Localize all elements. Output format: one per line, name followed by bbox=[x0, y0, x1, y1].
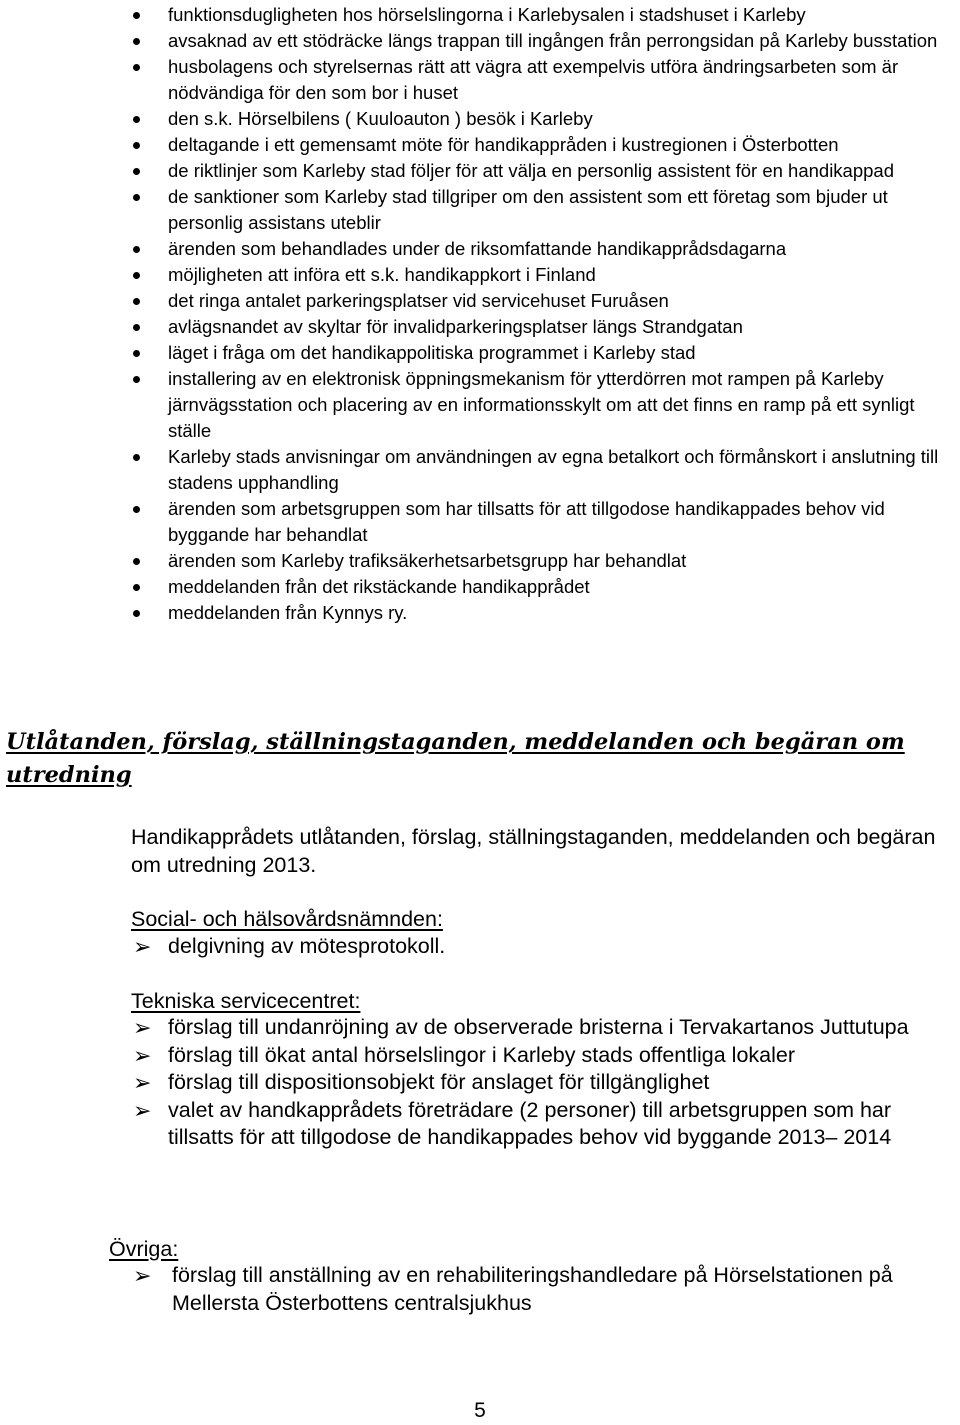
list-item: Karleby stads anvisningar om användningen av egna betalkort och förmånskort i anslutning till stadens upphandling bbox=[0, 444, 960, 496]
list-item: ➢ delgivning av mötesprotokoll. bbox=[133, 934, 446, 959]
list-item: deltagande i ett gemensamt möte för handikappråden i kustregionen i Österbotten bbox=[0, 132, 960, 158]
arrow-bullet-icon: ➢ bbox=[133, 1042, 152, 1068]
bullet-dot-icon bbox=[133, 272, 140, 279]
list-item: ärenden som arbetsgruppen som har tillsatts för att tillgodose handikappades behov vid byggande har behandlat bbox=[0, 496, 960, 548]
bullet-dot-icon bbox=[133, 12, 140, 19]
list-item: avsaknad av ett stödräcke längs trappan till ingången från perrongsidan på Karleby busstation bbox=[0, 28, 960, 54]
list-item: ärenden som Karleby trafiksäkerhetsarbetsgrupp har behandlat bbox=[0, 548, 960, 574]
bullet-dot-icon bbox=[133, 376, 140, 383]
bullet-dot-icon bbox=[133, 558, 140, 565]
tekniska-item-list bbox=[131, 1014, 936, 1152]
list-item: de sanktioner som Karleby stad tillgriper om den assistent som ett företag som bjuder ut personlig assistans uteblir bbox=[0, 184, 960, 236]
bullet-dot-icon bbox=[133, 194, 140, 201]
ovriga-item-list bbox=[131, 1262, 941, 1317]
list-item: ➢ förslag till undanröjning av de observerade bristerna i Tervakartanos Juttutupa bbox=[133, 1015, 909, 1040]
section-title-ovriga: Övriga: bbox=[109, 1237, 179, 1261]
list-item: den s.k. Hörselbilens ( Kuuloauton ) besök i Karleby bbox=[0, 106, 960, 132]
bullet-dot-icon bbox=[133, 116, 140, 123]
intro-paragraph: Handikapprådets utlåtanden, förslag, ställningstaganden, meddelanden och begäran om utredning 2013. bbox=[131, 825, 936, 877]
page-number: 5 bbox=[474, 1399, 486, 1422]
list-item: ➢ valet av handkapprådets företrädare (2 personer) till arbetsgruppen som har tillsatts för att tillgodose de handikappades behov vid byggande 2013– 2014 bbox=[133, 1097, 892, 1149]
bullet-dot-icon bbox=[133, 610, 140, 617]
section-heading: Utlåtanden, förslag, ställningstaganden, meddelanden och begäran om utredning bbox=[6, 729, 905, 788]
arrow-bullet-icon: ➢ bbox=[133, 934, 152, 959]
list-item: ärenden som behandlades under de riksomfattande handikapprådsdagarna bbox=[0, 236, 960, 262]
bullet-dot-icon bbox=[133, 324, 140, 331]
bullet-dot-icon bbox=[133, 142, 140, 149]
arrow-bullet-icon: ➢ bbox=[133, 1097, 152, 1123]
bullet-dot-icon bbox=[133, 454, 140, 461]
list-item: funktionsdugligheten hos hörselslingorna i Karlebysalen i stadshuset i Karleby bbox=[0, 2, 960, 28]
bullet-dot-icon bbox=[133, 298, 140, 305]
arrow-bullet-icon: ➢ bbox=[133, 1070, 152, 1095]
list-item: ➢ förslag till dispositionsobjekt för anslaget för tillgänglighet bbox=[133, 1070, 710, 1095]
list-item: meddelanden från Kynnys ry. bbox=[0, 600, 960, 626]
arrow-bullet-icon: ➢ bbox=[133, 1263, 152, 1288]
section-title-social: Social- och hälsovårdsnämnden: bbox=[131, 907, 443, 931]
list-item: det ringa antalet parkeringsplatser vid servicehuset Furuåsen bbox=[0, 288, 960, 314]
social-item-list bbox=[131, 933, 931, 961]
list-item: avlägsnandet av skyltar för invalidparkeringsplatser längs Strandgatan bbox=[0, 314, 960, 340]
bullet-dot-icon bbox=[133, 506, 140, 513]
bullet-dot-icon bbox=[133, 246, 140, 253]
list-item: de riktlinjer som Karleby stad följer för att välja en personlig assistent för en handikappad bbox=[0, 158, 960, 184]
list-item: ➢ förslag till anställning av en rehabiliteringshandledare på Hörselstationen på Mellersta Österbottens centralsjukhus bbox=[133, 1263, 893, 1315]
bullet-dot-icon bbox=[133, 350, 140, 357]
list-item: möjligheten att införa ett s.k. handikappkort i Finland bbox=[0, 262, 960, 288]
list-item: husbolagens och styrelsernas rätt att vägra att exempelvis utföra ändringsarbeten som är nödvändiga för den som bor i huset bbox=[0, 54, 960, 106]
list-item: installering av en elektronisk öppningsmekanism för ytterdörren mot rampen på Karleby järnvägsstation och placering av en informationsskylt om att det finns en ramp på ett synligt ställe bbox=[0, 366, 960, 444]
bullet-dot-icon bbox=[133, 64, 140, 71]
list-item: meddelanden från det rikstäckande handikapprådet bbox=[0, 574, 960, 600]
section-title-tekniska: Tekniska servicecentret: bbox=[131, 989, 361, 1013]
bullet-dot-icon bbox=[133, 168, 140, 175]
topic-bullet-list bbox=[0, 2, 960, 626]
list-item: läget i fråga om det handikappolitiska programmet i Karleby stad bbox=[0, 340, 960, 366]
arrow-bullet-icon: ➢ bbox=[133, 1015, 152, 1040]
bullet-dot-icon bbox=[133, 38, 140, 45]
list-item: ➢ förslag till ökat antal hörselslingor i Karleby stads offentliga lokaler bbox=[133, 1042, 796, 1068]
bullet-dot-icon bbox=[133, 584, 140, 591]
